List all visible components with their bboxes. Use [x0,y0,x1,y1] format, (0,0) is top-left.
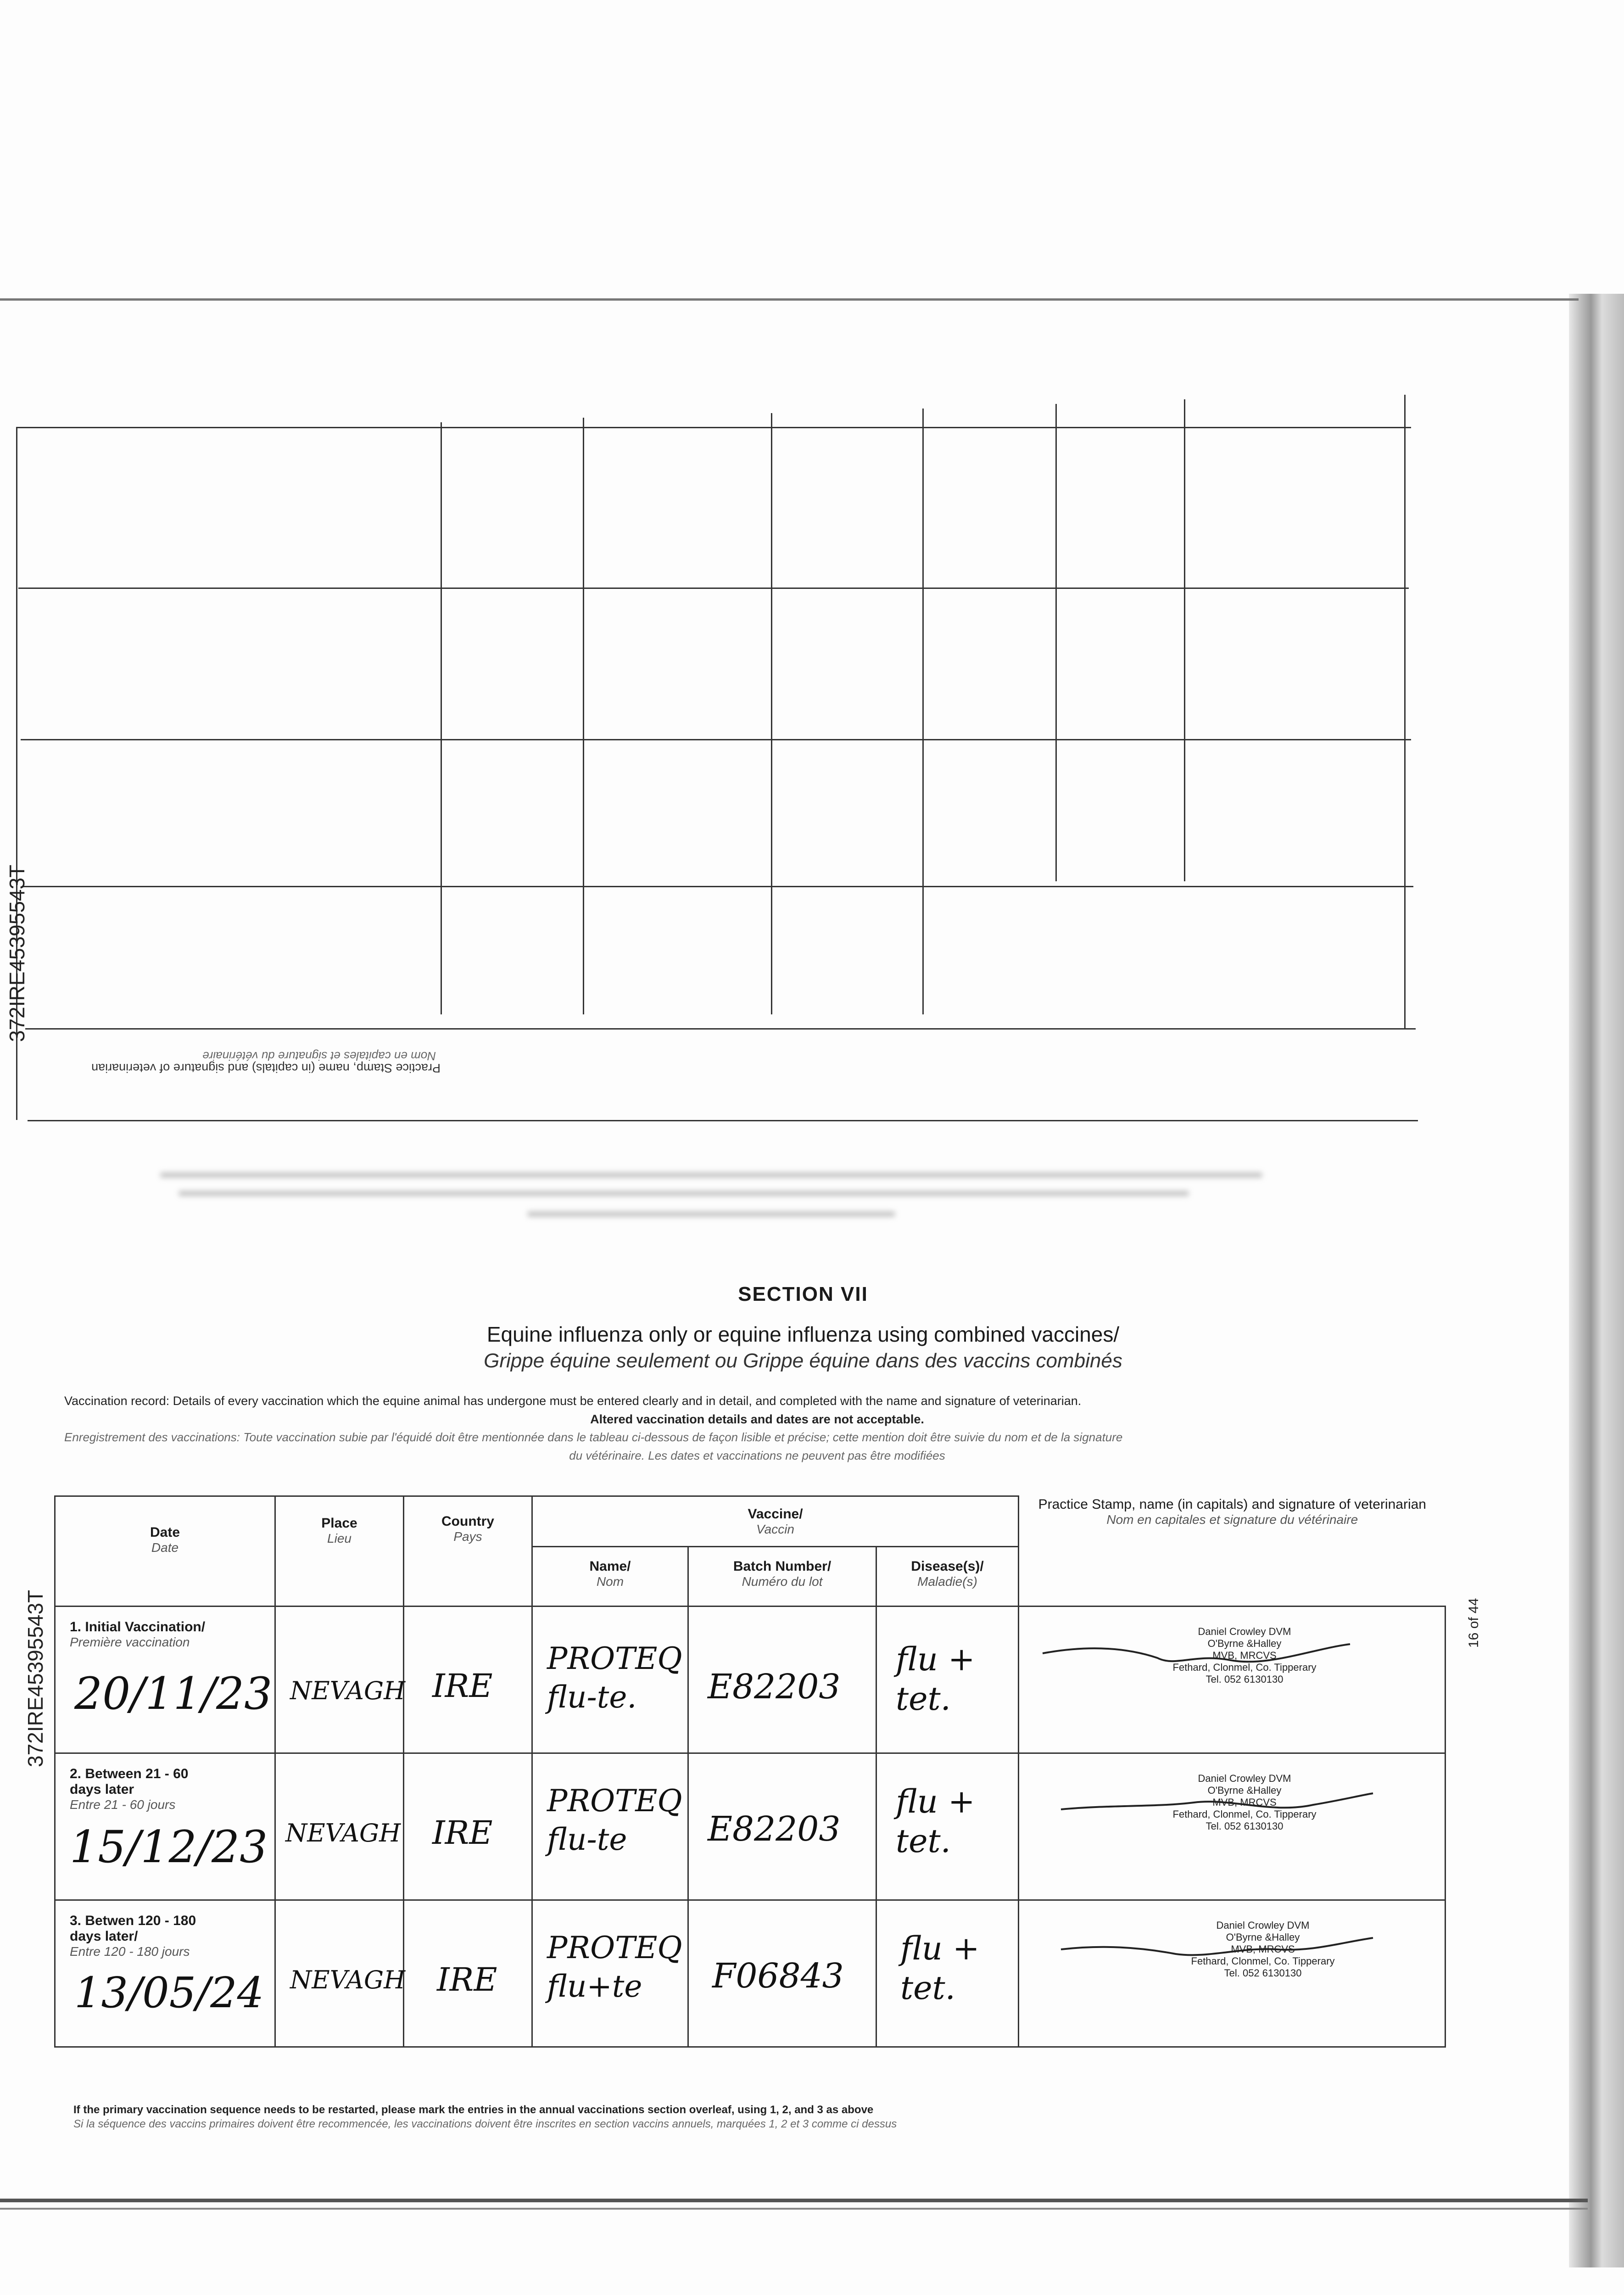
record-note-fr: Enregistrement des vaccinations: Toute vaccination subie par l'équidé doit être mentionnée dans le tableau ci-dessous de façon lisible et précise; cette mention doit être suivie du nom et de la signature [64,1430,1123,1444]
disease-cell: flu + tet. [876,1753,1019,1900]
vet-stamp: Daniel Crowley DVM O'Byrne &Halley MVB, MRCVS Fethard, Clonmel, Co. Tipperary Tel. 052 6130130 [1172,1773,1317,1832]
row-date-cell: 1. Initial Vaccination/ Première vaccination 20/11/23 [55,1606,275,1753]
bottom-scan-edge [0,2199,1588,2202]
bleed-through-text [528,1212,895,1216]
place-cell: NEVAGH [275,1753,404,1900]
page-number: 16 of 44 [1466,1598,1481,1648]
table-row [55,1753,1445,1900]
country-cell: IRE [404,1753,532,1900]
place-cell: NEVAGH [275,1606,404,1753]
bleed-through-text [161,1173,1262,1177]
section-heading-fr: Grippe équine seulement ou Grippe équine dans des vaccins combinés [484,1349,1122,1372]
vet-stamp: Daniel Crowley DVM O'Byrne &Halley MVB, MRCVS Fethard, Clonmel, Co. Tipperary Tel. 052 6130130 [1172,1626,1317,1685]
bottom-scan-edge-2 [0,2208,1588,2210]
batch-number-cell: F06843 [688,1900,876,2047]
scan-edge-shadow [1569,294,1624,2267]
upper-stamp-header: Practice Stamp, name (in capitals) and signature of veterinarian [91,1061,441,1075]
disease-cell: flu + tet. [876,1606,1019,1753]
country-cell: IRE [404,1900,532,2047]
header-vaccine: Vaccine/ Vaccin [532,1496,1019,1547]
table-row [55,1606,1445,1753]
disease-cell: flu + tet. [876,1900,1019,2047]
vaccine-name-cell: PROTEQ flu-te. [532,1606,688,1753]
row-date-cell: 3. Betwen 120 - 180 days later/ Entre 120 - 180 jours 13/05/24 [55,1900,275,2047]
side-id-lower: 372IRE45395543T [23,1590,47,1767]
header-vaccine-name: Name/ Nom [532,1547,688,1606]
top-scan-edge [0,298,1579,301]
bleed-through-text [179,1191,1189,1196]
vaccine-name-cell: PROTEQ flu+te [532,1900,688,2047]
header-stamp: Practice Stamp, name (in capitals) and signature of veterinarian Nom en capitales et signature du vétérinaire [1019,1496,1445,1606]
header-disease: Disease(s)/ Maladie(s) [876,1547,1019,1606]
table-row [55,1900,1445,2047]
vet-stamp: Daniel Crowley DVM O'Byrne &Halley MVB, MRCVS Fethard, Clonmel, Co. Tipperary Tel. 052 6130130 [1191,1920,1335,1979]
row-date-cell: 2. Between 21 - 60 days later Entre 21 - 60 jours 15/12/23 [55,1753,275,1900]
side-id-upper: 372IRE45395543T [5,864,29,1042]
vaccination-table [54,1495,1446,2048]
record-note-2: Altered vaccination details and dates are not acceptable. [590,1412,924,1426]
country-cell: IRE [404,1606,532,1753]
upper-stamp-header-fr: Nom en capitales et signature du vétérinaire [202,1049,436,1063]
place-cell: NEVAGH [275,1900,404,2047]
record-note-fr-2: du vétérinaire. Les dates et vaccinations ne peuvent pas être modifiées [569,1449,945,1462]
record-note: Vaccination record: Details of every vaccination which the equine animal has undergone must be entered clearly and in detail, and completed with the name and signature of veterinarian. [64,1394,1082,1408]
batch-number-cell: E82203 [688,1753,876,1900]
header-batch-number: Batch Number/ Numéro du lot [688,1547,876,1606]
footnote: If the primary vaccination sequence needs to be restarted, please mark the entries in the annual vaccinations section overleaf, using 1, 2, and 3 as above [73,2104,874,2116]
footnote-fr: Si la séquence des vaccins primaires doivent être recommencée, les vaccinations doivent être inscrites en section vaccins annuels, marquées 1, 2 et 3 comme ci dessus [73,2118,897,2130]
section-title: SECTION VII [738,1283,868,1305]
vaccine-name-cell: PROTEQ flu-te [532,1753,688,1900]
header-country: Country Pays [404,1496,532,1606]
section-heading: Equine influenza only or equine influenza using combined vaccines/ [486,1322,1120,1346]
batch-number-cell: E82203 [688,1606,876,1753]
header-date: Date Date [55,1496,275,1606]
header-place: Place Lieu [275,1496,404,1606]
stamp-cell [1019,1606,1445,1753]
stamp-cell [1019,1900,1445,2047]
stamp-cell [1019,1753,1445,1900]
